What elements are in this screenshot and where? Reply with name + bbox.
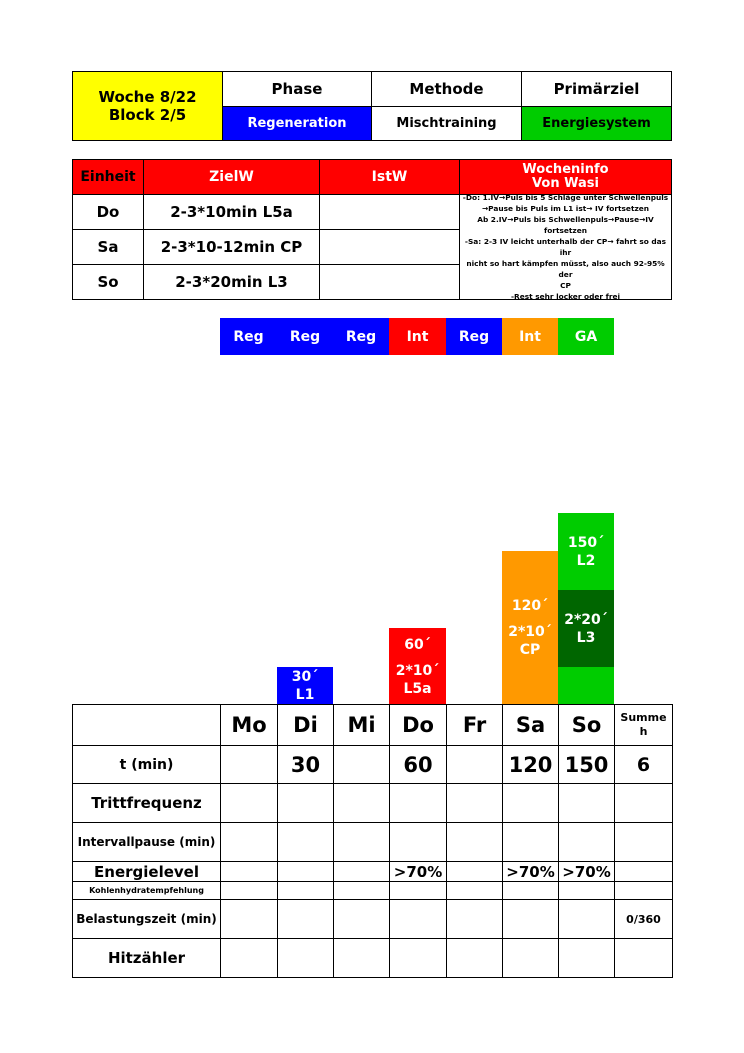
cell-2-di[interactable] xyxy=(277,783,334,823)
wocheninfo-text xyxy=(459,194,672,300)
unit-zielw: 2-3*10-12min CP xyxy=(160,238,303,256)
ziel-value-text: Energiesystem xyxy=(542,116,651,131)
block-tag-5 xyxy=(446,318,502,355)
cell-6-di[interactable] xyxy=(277,899,334,939)
cell-4-do-text: >70% xyxy=(393,862,443,881)
phase-header-text: Phase xyxy=(271,80,323,98)
summe-cell-1-text: 6 xyxy=(636,753,651,776)
methode-header-text: Methode xyxy=(409,80,484,98)
cell-5-di[interactable] xyxy=(277,881,334,900)
cell-1-mi[interactable] xyxy=(333,745,390,784)
ziel-header-text: Primärziel xyxy=(553,80,640,98)
week-table-corner xyxy=(72,704,221,746)
cell-1-fr[interactable] xyxy=(446,745,503,784)
cell-1-so[interactable] xyxy=(558,745,615,784)
unit-row-1-einheit xyxy=(72,229,144,265)
summe-cell-7 xyxy=(614,938,673,978)
bar-sa xyxy=(502,551,558,705)
cell-5-do[interactable] xyxy=(389,881,447,900)
bar-label: 60´ xyxy=(404,636,431,653)
einheit-header xyxy=(72,159,144,195)
zielw-header-text: ZielW xyxy=(209,169,254,185)
block-tag-label: Reg xyxy=(458,328,490,345)
row-label-2-text: Trittfrequenz xyxy=(91,794,202,812)
block-tag-6 xyxy=(502,318,558,355)
einheit-header-text: Einheit xyxy=(80,169,136,185)
row-label-1 xyxy=(72,745,221,784)
cell-3-so[interactable] xyxy=(558,822,615,862)
bar-label: L1 xyxy=(295,687,315,703)
block-tag-7 xyxy=(558,318,614,355)
unit-row-0-istw[interactable] xyxy=(319,194,460,230)
day-header-mi-text: Mi xyxy=(347,713,376,737)
info-line: -Do: 1.IV→Puls bis 5 Schläge unter Schwellenpuls xyxy=(462,193,669,202)
cell-4-mi[interactable] xyxy=(333,861,390,882)
cell-1-sa[interactable] xyxy=(502,745,559,784)
zielw-header xyxy=(143,159,320,195)
week-block-cell xyxy=(72,71,223,141)
cell-4-so[interactable] xyxy=(558,861,615,882)
wocheninfo-header xyxy=(459,159,672,195)
bar-label: 30´ xyxy=(291,669,319,685)
wocheninfo-header-text: Wocheninfo Von Wasi xyxy=(522,162,609,191)
bar-so-segment-3 xyxy=(558,513,614,590)
methode-value xyxy=(371,106,522,141)
methode-value-text: Mischtraining xyxy=(396,116,497,131)
cell-3-di[interactable] xyxy=(277,822,334,862)
info-line: -Rest sehr locker oder frei xyxy=(510,292,621,301)
cell-7-do[interactable] xyxy=(389,938,447,978)
block-tag-label: Int xyxy=(519,328,541,345)
summe-cell-6-text: 0/360 xyxy=(626,912,661,926)
cell-1-di-text: 30 xyxy=(290,752,321,777)
bar-label: 150´ xyxy=(567,534,605,551)
bar-di xyxy=(277,667,333,705)
row-label-7-text: Hitzähler xyxy=(107,949,186,967)
bar-so-segment-2 xyxy=(558,590,614,667)
phase-value xyxy=(222,106,372,141)
cell-4-mo[interactable] xyxy=(220,861,278,882)
methode-header xyxy=(371,71,522,107)
cell-1-mo[interactable] xyxy=(220,745,278,784)
info-line: fortsetzen xyxy=(544,226,587,235)
day-header-sa xyxy=(502,704,559,746)
cell-1-sa-text: 120 xyxy=(508,752,553,777)
summe-cell-6 xyxy=(614,899,673,939)
row-label-3-text: Intervallpause (min) xyxy=(77,835,216,849)
day-header-mo-text: Mo xyxy=(231,713,267,737)
row-label-5 xyxy=(72,881,221,900)
day-header-mo xyxy=(220,704,278,746)
cell-6-sa[interactable] xyxy=(502,899,559,939)
bar-label: 2*20´ xyxy=(564,611,608,628)
block-tag-label: Reg xyxy=(345,328,377,345)
day-header-do xyxy=(389,704,447,746)
unit-zielw: 2-3*10min L5a xyxy=(170,203,293,221)
unit-day: Do xyxy=(96,203,120,221)
day-header-di-text: Di xyxy=(293,713,318,737)
row-label-6-text: Belastungszeit (min) xyxy=(76,912,217,926)
summe-cell-1 xyxy=(614,745,673,784)
bar-label: 2*10´ xyxy=(508,624,552,640)
cell-1-di[interactable] xyxy=(277,745,334,784)
unit-row-2-einheit xyxy=(72,264,144,300)
cell-4-di[interactable] xyxy=(277,861,334,882)
day-header-so-text: So xyxy=(571,713,602,737)
info-line: CP xyxy=(560,281,571,290)
cell-5-so[interactable] xyxy=(558,881,615,900)
block-label: Block 2/5 xyxy=(108,106,187,124)
row-label-2 xyxy=(72,783,221,823)
day-header-fr xyxy=(446,704,503,746)
summe-cell-5 xyxy=(614,881,673,900)
cell-4-sa[interactable] xyxy=(502,861,559,882)
bar-label: L5a xyxy=(403,680,432,697)
cell-3-mi[interactable] xyxy=(333,822,390,862)
unit-day: Sa xyxy=(97,238,119,256)
cell-1-so-text: 150 xyxy=(564,752,609,777)
bar-label: CP xyxy=(519,642,541,658)
cell-3-fr[interactable] xyxy=(446,822,503,862)
bar-label: L2 xyxy=(576,552,596,569)
cell-6-do[interactable] xyxy=(389,899,447,939)
cell-2-mi[interactable] xyxy=(333,783,390,823)
cell-1-do[interactable] xyxy=(389,745,447,784)
cell-5-mi[interactable] xyxy=(333,881,390,900)
row-label-4-text: Energielevel xyxy=(94,862,199,881)
cell-7-mi[interactable] xyxy=(333,938,390,978)
cell-6-so[interactable] xyxy=(558,899,615,939)
row-label-7 xyxy=(72,938,221,978)
phase-value-text: Regeneration xyxy=(247,116,347,131)
unit-row-1-zielw xyxy=(143,229,320,265)
bar-label: 2*10´ xyxy=(395,662,440,679)
bar-so-segment-1 xyxy=(558,667,614,705)
day-header-fr-text: Fr xyxy=(462,713,487,737)
row-label-3 xyxy=(72,822,221,862)
block-tag-4 xyxy=(389,318,446,355)
summe-cell-4 xyxy=(614,861,673,882)
cell-6-mi[interactable] xyxy=(333,899,390,939)
block-tag-1 xyxy=(220,318,277,355)
cell-2-do[interactable] xyxy=(389,783,447,823)
unit-row-0-zielw xyxy=(143,194,320,230)
cell-6-mo[interactable] xyxy=(220,899,278,939)
bar-label: 120´ xyxy=(511,598,549,614)
cell-4-sa-text: >70% xyxy=(506,862,555,881)
info-line: →Pause bis Puls im L1 ist→ IV fortsetzen xyxy=(481,204,650,213)
cell-3-mo[interactable] xyxy=(220,822,278,862)
cell-5-fr[interactable] xyxy=(446,881,503,900)
unit-zielw: 2-3*20min L3 xyxy=(175,273,288,291)
bar-label: L3 xyxy=(576,629,596,646)
istw-header-text: IstW xyxy=(371,169,408,185)
cell-1-do-text: 60 xyxy=(403,752,433,777)
day-header-mi xyxy=(333,704,390,746)
block-tag-label: Reg xyxy=(289,328,321,345)
cell-7-so[interactable] xyxy=(558,938,615,978)
ziel-value xyxy=(521,106,672,141)
ziel-header xyxy=(521,71,672,107)
row-label-1-text: t (min) xyxy=(119,756,174,773)
cell-4-so-text: >70% xyxy=(562,862,611,881)
block-tag-2 xyxy=(277,318,333,355)
summe-header xyxy=(614,704,673,746)
unit-day: So xyxy=(97,273,119,291)
cell-7-sa[interactable] xyxy=(502,938,559,978)
cell-5-mo[interactable] xyxy=(220,881,278,900)
cell-2-sa[interactable] xyxy=(502,783,559,823)
unit-row-0-einheit xyxy=(72,194,144,230)
block-tag-label: Reg xyxy=(233,328,264,345)
cell-4-fr[interactable] xyxy=(446,861,503,882)
cell-3-sa[interactable] xyxy=(502,822,559,862)
cell-2-so[interactable] xyxy=(558,783,615,823)
info-line: -Sa: 2-3 IV leicht unterhalb der CP→ fahrt so das ihr xyxy=(464,237,667,257)
summe-cell-2 xyxy=(614,783,673,823)
cell-7-fr[interactable] xyxy=(446,938,503,978)
summe-cell-3 xyxy=(614,822,673,862)
info-line: nicht so hart kämpfen müsst, also auch 92-95% der xyxy=(466,259,665,279)
week-label: Woche 8/22 xyxy=(98,88,197,106)
cell-3-do[interactable] xyxy=(389,822,447,862)
block-tag-3 xyxy=(333,318,389,355)
cell-7-mo[interactable] xyxy=(220,938,278,978)
day-header-so xyxy=(558,704,615,746)
cell-6-fr[interactable] xyxy=(446,899,503,939)
istw-header xyxy=(319,159,460,195)
cell-2-mo[interactable] xyxy=(220,783,278,823)
bar-do xyxy=(389,628,446,705)
row-label-5-text: Kohlenhydratempfehlung xyxy=(89,886,204,895)
info-line: Ab 2.IV→Puls bis Schwellenpuls→Pause→IV xyxy=(477,215,654,224)
unit-row-1-istw[interactable] xyxy=(319,229,460,265)
day-header-do-text: Do xyxy=(402,713,434,737)
phase-header xyxy=(222,71,372,107)
summe-header-text: Summe h xyxy=(620,711,667,738)
cell-4-do[interactable] xyxy=(389,861,447,882)
block-tag-label: Int xyxy=(406,328,429,345)
unit-row-2-zielw xyxy=(143,264,320,300)
row-label-6 xyxy=(72,899,221,939)
unit-row-2-istw[interactable] xyxy=(319,264,460,300)
day-header-sa-text: Sa xyxy=(515,713,546,737)
cell-5-sa[interactable] xyxy=(502,881,559,900)
block-tag-label: GA xyxy=(574,328,598,345)
cell-2-fr[interactable] xyxy=(446,783,503,823)
day-header-di xyxy=(277,704,334,746)
row-label-4 xyxy=(72,861,221,882)
cell-7-di[interactable] xyxy=(277,938,334,978)
